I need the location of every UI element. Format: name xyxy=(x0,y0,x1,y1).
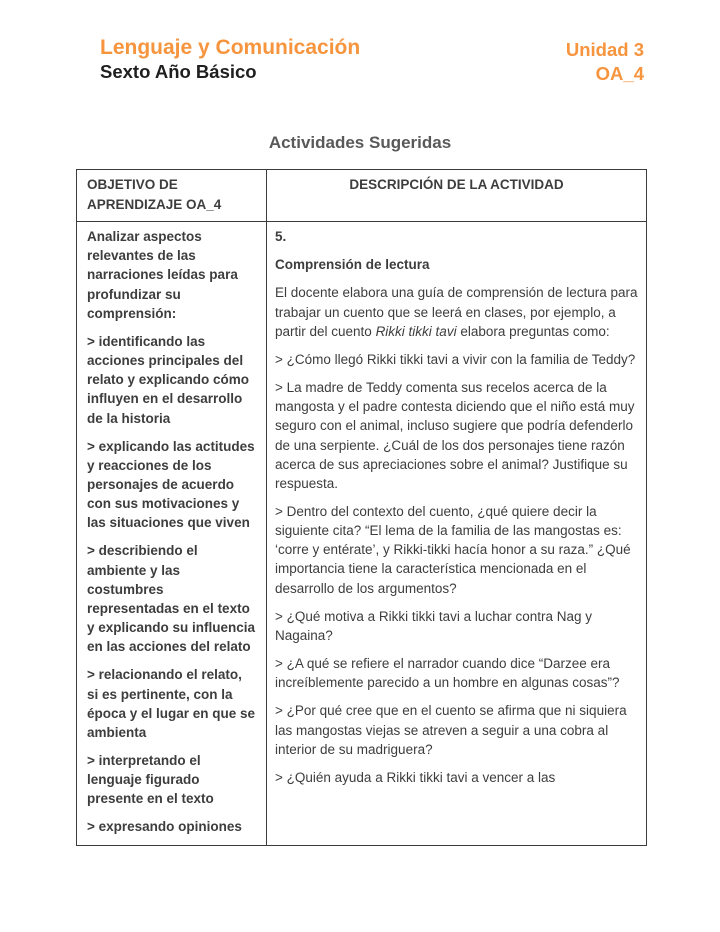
objective-paragraph: > explicando las actitudes y reacciones de los personajes de acuerdo con sus motivaciones y las situaciones que viven xyxy=(87,438,255,531)
header-right-block xyxy=(566,36,644,86)
activity-paragraph: > ¿Quién ayuda a Rikki tikki tavi a vencer a las xyxy=(275,769,556,785)
objective-paragraph: > identificando las acciones principales del relato y explicando cómo influyen en el desarrollo de la historia xyxy=(87,333,250,426)
activity-paragraph: > ¿Cómo llegó Rikki tikki tavi a vivir con la familia de Teddy? xyxy=(275,351,636,367)
activity-paragraph: > ¿Por qué cree que en el cuento se afirma que ni siquiera las mangostas viejas se atreven a seguir a una cobra al interior de su madriguera? xyxy=(275,703,627,757)
page-title: Actividades Sugeridas xyxy=(268,133,452,153)
table-header-row xyxy=(77,170,647,222)
activity-title: Comprensión de lectura xyxy=(275,257,430,273)
objective-paragraph: > relacionando el relato, si es pertinente, con la época y el lugar en que se ambienta xyxy=(87,667,256,740)
document-page xyxy=(0,36,720,846)
activity-paragraph: > ¿Qué motiva a Rikki tikki tavi a luchar contra Nag y Nagaina? xyxy=(275,608,592,643)
objective-paragraph: Analizar aspectos relevantes de las narraciones leídas para profundizar su comprensión: xyxy=(87,229,238,321)
activity-number: 5. xyxy=(275,229,287,245)
activities-table xyxy=(76,169,647,846)
objective-paragraph: > expresando opiniones xyxy=(87,819,242,835)
activity-paragraphs xyxy=(275,283,638,787)
activity-paragraph: > ¿A qué se refiere el narrador cuando dice “Darzee era increíblemente parecido a un hombre en algunas cosas”? xyxy=(275,656,620,691)
objective-paragraph: > describiendo el ambiente y las costumbres representadas en el texto y explicando su influencia en las acciones del relato xyxy=(87,543,256,655)
oa-label: OA_4 xyxy=(595,63,644,85)
objective-header-cell: OBJETIVO DE APRENDIZAJE OA_4 xyxy=(77,170,267,222)
subject-title: Lenguaje y Comunicación xyxy=(100,36,361,59)
header-left-block xyxy=(100,36,360,83)
grade-subtitle: Sexto Año Básico xyxy=(100,61,257,83)
activity-paragraph: El docente elabora una guía de comprensión de lectura para trabajar un cuento que se leerá en clases, por ejemplo, a partir del cuento Rikki tikki tavi elabora preguntas como: xyxy=(275,285,638,339)
document-header xyxy=(100,36,644,86)
objective-cell xyxy=(77,222,267,846)
objective-paragraph: > interpretando el lenguaje figurado presente en el texto xyxy=(87,753,214,807)
activity-paragraph: > Dentro del contexto del cuento, ¿qué quiere decir la siguiente cita? “El lema de la familia de las mangostas es: ‘corre y entérate’, y Rikki-tikki hacía honor a su raza.” ¿Qué importancia tiene la característica mencionada en el desarrollo de los argumentos? xyxy=(275,503,631,596)
table-body-row xyxy=(77,222,647,846)
activity-header-cell: DESCRIPCIÓN DE LA ACTIVIDAD xyxy=(267,170,647,222)
activity-cell xyxy=(267,222,647,846)
unit-label: Unidad 3 xyxy=(565,39,644,60)
activity-paragraph: > La madre de Teddy comenta sus recelos acerca de la mangosta y el padre contesta diciendo que el niño está muy seguro con el animal, incluso sugiere que podría defenderlo de una serpiente. ¿Cuál de los dos personajes tiene razón acerca de sus apreciaciones sobre el animal? Justifique su respuesta. xyxy=(275,380,635,491)
